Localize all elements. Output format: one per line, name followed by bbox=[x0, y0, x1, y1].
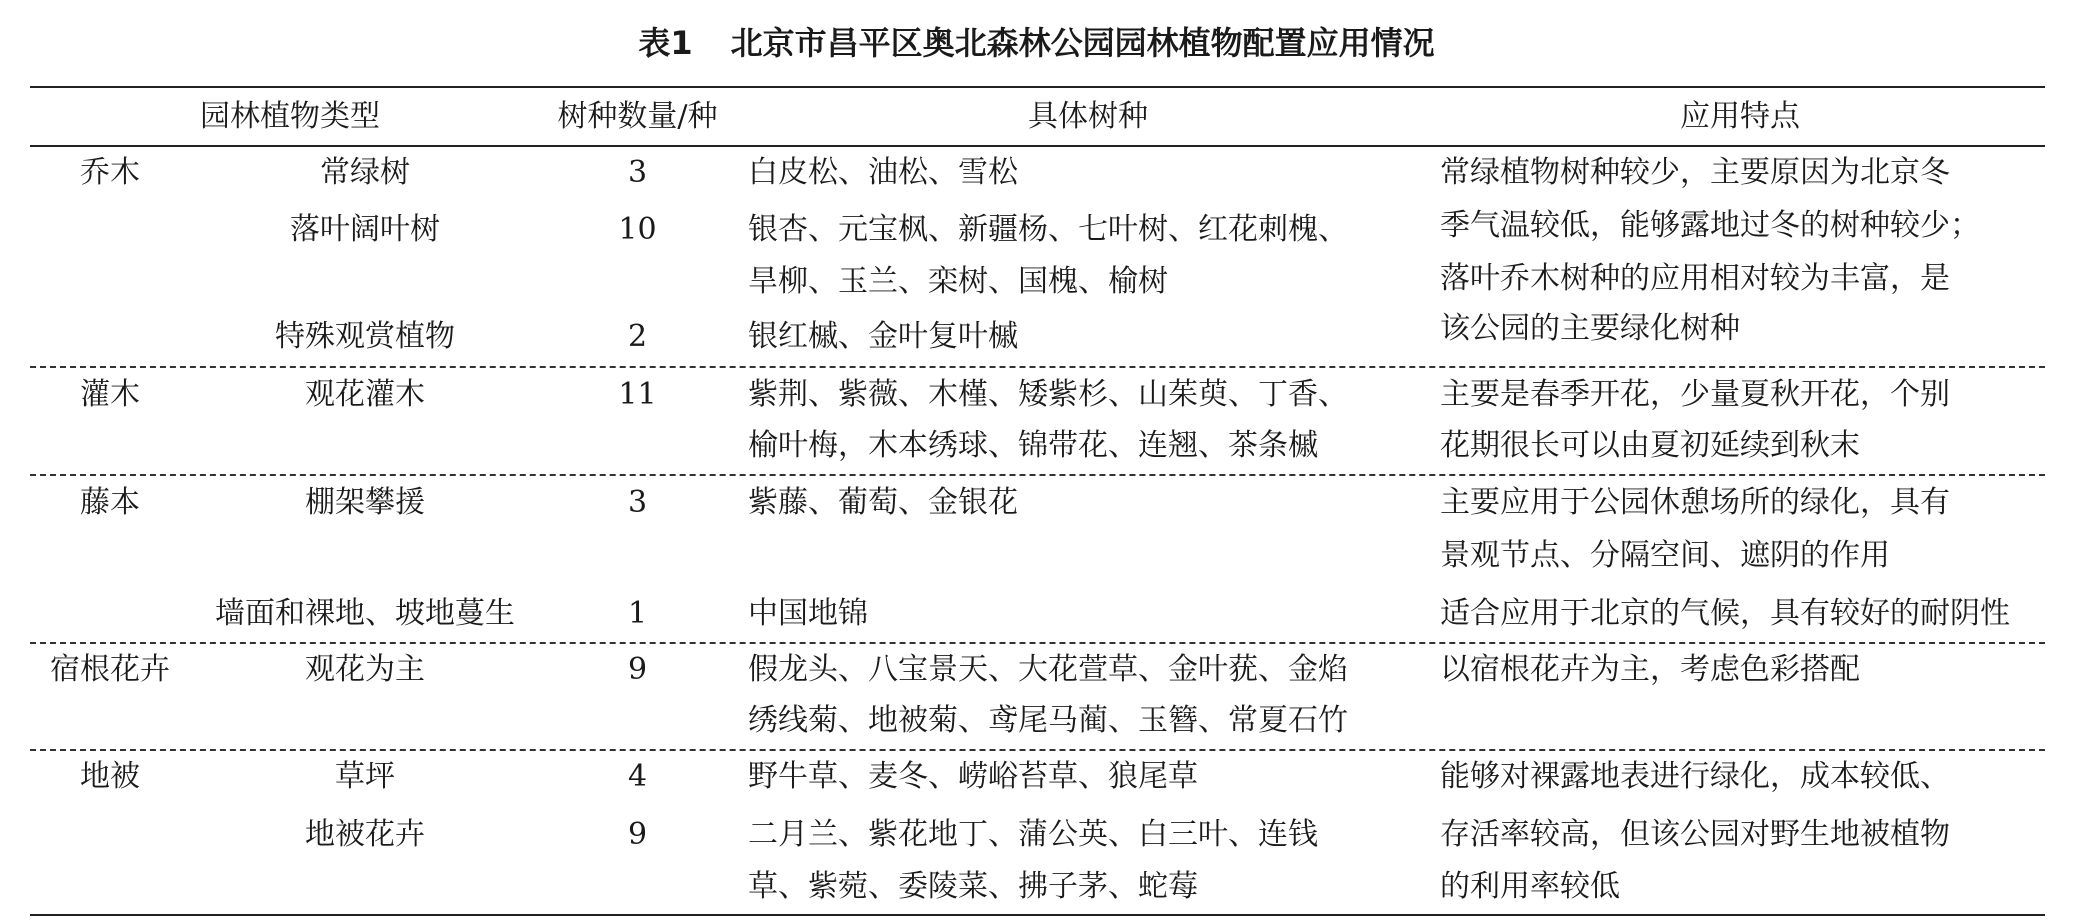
subtype-label: 棚架攀援 bbox=[305, 485, 425, 520]
species-line: 银杏、元宝枫、新疆杨、七叶树、红花刺槐、 bbox=[748, 212, 1348, 247]
feature-line: 花期很长可以由夏初延续到秋末 bbox=[1440, 428, 1860, 463]
feature-line: 以宿根花卉为主，考虑色彩搭配 bbox=[1440, 652, 1860, 687]
species-line: 假龙头、八宝景天、大花萱草、金叶莸、金焰 bbox=[748, 652, 1348, 687]
species-line: 白皮松、油松、雪松 bbox=[748, 155, 1018, 190]
feature-line: 景观节点、分隔空间、遮阴的作用 bbox=[1440, 538, 1890, 573]
group-divider bbox=[30, 642, 2045, 644]
header-rule bbox=[30, 145, 2045, 147]
feature-line: 该公园的主要绿化树种 bbox=[1440, 311, 1740, 346]
bottom-rule bbox=[30, 914, 2045, 916]
feature-line: 季气温较低，能够露地过冬的树种较少； bbox=[1440, 208, 1980, 243]
category-label: 宿根花卉 bbox=[50, 652, 170, 687]
category-label: 藤本 bbox=[80, 485, 140, 520]
species-line: 绣线菊、地被菊、鸢尾马蔺、玉簪、常夏石竹 bbox=[748, 703, 1348, 738]
count-value: 3 bbox=[627, 155, 648, 190]
subtype-label: 常绿树 bbox=[320, 155, 410, 190]
species-line: 榆叶梅，木本绣球、锦带花、连翘、茶条槭 bbox=[748, 428, 1318, 463]
species-line: 紫荆、紫薇、木槿、矮紫杉、山茱萸、丁香、 bbox=[748, 377, 1348, 412]
feature-line: 适合应用于北京的气候，具有较好的耐阴性 bbox=[1440, 596, 2010, 631]
feature-line: 的利用率较低 bbox=[1440, 869, 1620, 904]
species-line: 中国地锦 bbox=[748, 596, 868, 631]
table-caption: 北京市昌平区奥北森林公园园林植物配置应用情况 bbox=[730, 24, 1435, 62]
header-species: 具体树种 bbox=[1028, 99, 1148, 134]
species-line: 紫藤、葡萄、金银花 bbox=[748, 485, 1018, 520]
header-count: 树种数量/种 bbox=[557, 99, 718, 134]
feature-line: 能够对裸露地表进行绿化，成本较低、 bbox=[1440, 759, 1950, 794]
subtype-label: 落叶阔叶树 bbox=[290, 212, 440, 247]
subtype-label: 观花灌木 bbox=[305, 377, 425, 412]
feature-line: 主要应用于公园休憩场所的绿化，具有 bbox=[1440, 485, 1950, 520]
category-label: 乔木 bbox=[80, 155, 140, 190]
table-title bbox=[0, 18, 2073, 68]
header-plant-type: 园林植物类型 bbox=[200, 99, 380, 134]
count-value: 9 bbox=[627, 817, 648, 852]
subtype-label: 观花为主 bbox=[305, 652, 425, 687]
top-rule bbox=[30, 86, 2045, 88]
group-divider bbox=[30, 366, 2045, 368]
count-value: 11 bbox=[618, 377, 657, 412]
category-label: 地被 bbox=[80, 759, 140, 794]
feature-line: 常绿植物树种较少，主要原因为北京冬 bbox=[1440, 155, 1950, 190]
count-value: 4 bbox=[627, 759, 648, 794]
count-value: 9 bbox=[627, 652, 648, 687]
subtype-label: 墙面和裸地、坡地蔓生 bbox=[215, 596, 515, 631]
species-line: 旱柳、玉兰、栾树、国槐、榆树 bbox=[748, 264, 1168, 299]
subtype-label: 地被花卉 bbox=[305, 817, 425, 852]
category-label: 灌木 bbox=[80, 377, 140, 412]
species-line: 野牛草、麦冬、崂峪苔草、狼尾草 bbox=[748, 759, 1198, 794]
count-value: 3 bbox=[627, 485, 648, 520]
table-number: 表1 bbox=[638, 24, 693, 62]
feature-line: 存活率较高，但该公园对野生地被植物 bbox=[1440, 817, 1950, 852]
feature-line: 落叶乔木树种的应用相对较为丰富，是 bbox=[1440, 261, 1950, 296]
group-divider bbox=[30, 474, 2045, 476]
header-features: 应用特点 bbox=[1680, 99, 1800, 134]
species-line: 银红槭、金叶复叶槭 bbox=[748, 319, 1018, 354]
species-line: 草、紫菀、委陵菜、拂子茅、蛇莓 bbox=[748, 869, 1198, 904]
feature-line: 主要是春季开花，少量夏秋开花，个别 bbox=[1440, 377, 1950, 412]
subtype-label: 草坪 bbox=[335, 759, 395, 794]
count-value: 2 bbox=[627, 319, 648, 354]
count-value: 10 bbox=[618, 212, 657, 247]
group-divider bbox=[30, 749, 2045, 751]
subtype-label: 特殊观赏植物 bbox=[275, 319, 455, 354]
species-line: 二月兰、紫花地丁、蒲公英、白三叶、连钱 bbox=[748, 817, 1318, 852]
count-value: 1 bbox=[627, 596, 648, 631]
